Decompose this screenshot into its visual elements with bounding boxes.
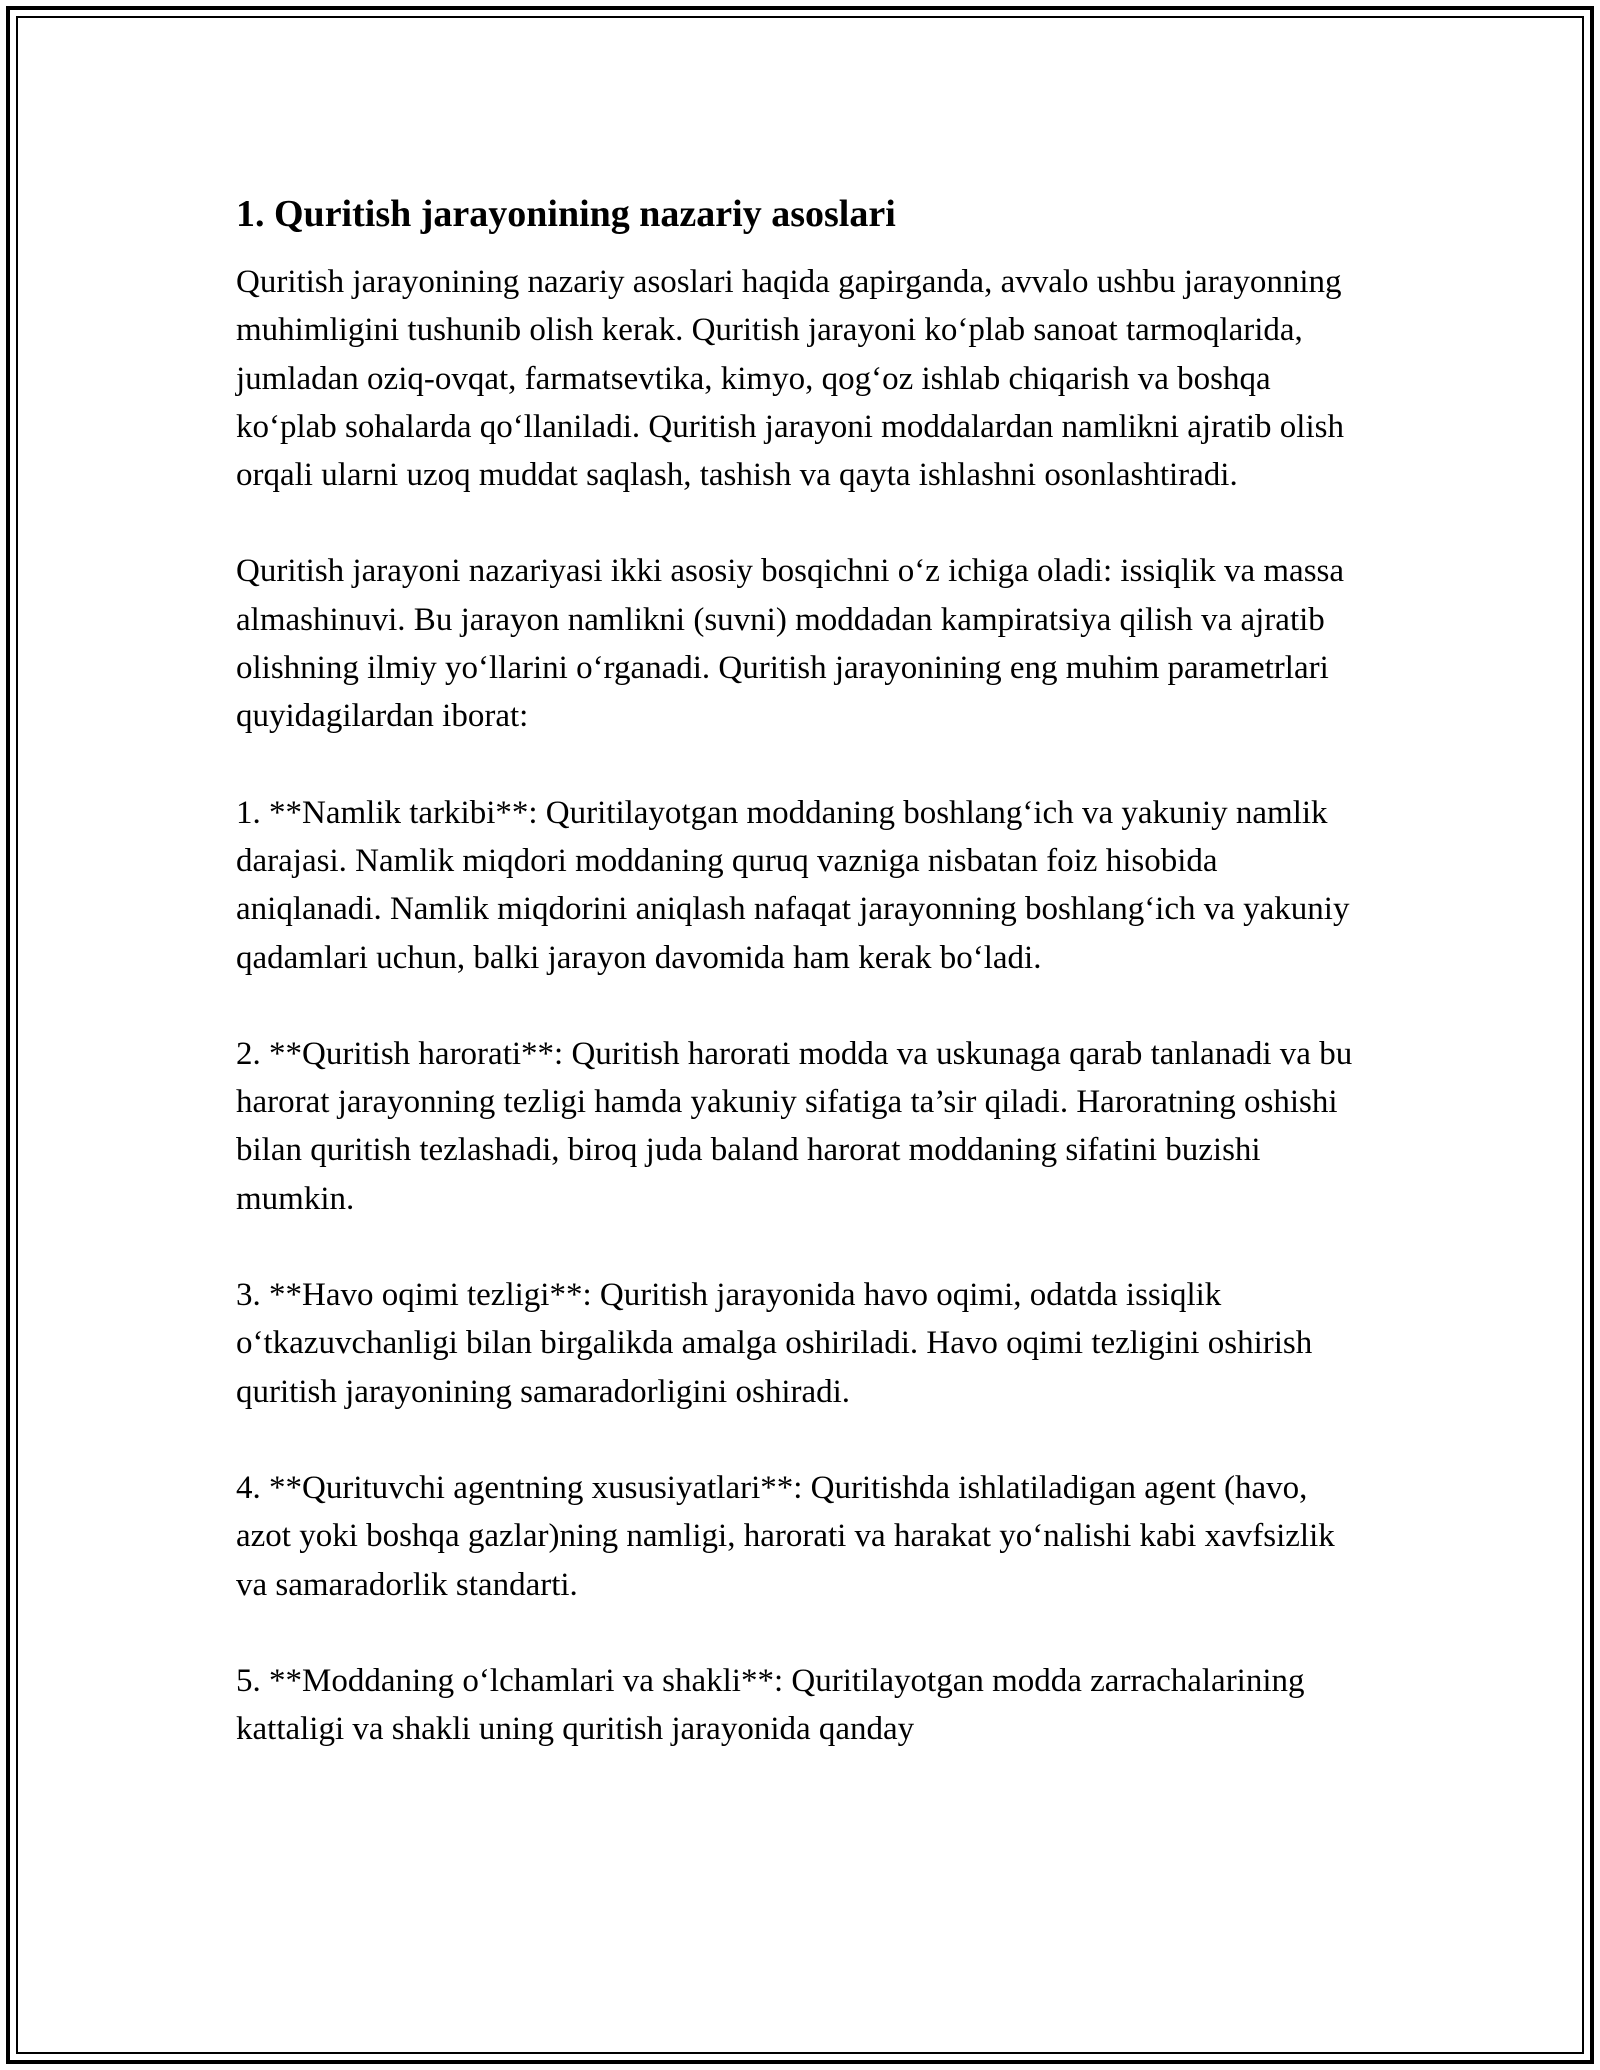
section-heading: 1. Quritish jarayonining nazariy asoslari (236, 193, 896, 235)
list-item-particle-size: 5. **Moddaning o‘lchamlari va shakli**: Quritilayotgan modda zarrachalarining kattaligi va shakli uning quritish jarayonida qanday (236, 1662, 1305, 1748)
list-item-airflow: 3. **Havo oqimi tezligi**: Quritish jarayonida havo oqimi, odatda issiqlik o‘tkazuvchanligi bilan birgalikda amalga oshiriladi. Havo oqimi tezligini oshirish quritish jarayonining samaradorligini oshiradi. (236, 1277, 1313, 1410)
paragraph-theory: Quritish jarayoni nazariyasi ikki asosiy bosqichni o‘z ichiga oladi: issiqlik va massa almashinuvi. Bu jarayon namlikni (suvni) moddadan kampiratsiya qilish va ajratib olishning ilmiy yo‘llarini o‘rganadi. Quritish jarayonining eng muhim parametrlari quyidagilardan iborat: (236, 553, 1345, 735)
paragraph-intro: Quritish jarayonining nazariy asoslari haqida gapirganda, avvalo ushbu jarayonning muhimligini tushunib olish kerak. Quritish jarayoni ko‘plab sanoat tarmoqlarida, jumladan oziq-ovqat, farmatsevtika, kimyo, qog‘oz ishlab chiqarish va boshqa ko‘plab sohalarda qo‘llaniladi. Quritish jarayoni moddalardan namlikni ajratib olish orqali ularni uzoq muddat saqlash, tashish va qayta ishlashni osonlashtiradi. (236, 264, 1344, 494)
list-item-temperature: 2. **Quritish harorati**: Quritish harorati modda va uskunaga qarab tanlanadi va bu harorat jarayonning tezligi hamda yakuniy sifatiga ta’sir qiladi. Haroratning oshishi bilan quritish tezlashadi, biroq juda baland harorat moddaning sifatini buzishi mumkin. (236, 1035, 1353, 1217)
list-item-moisture: 1. **Namlik tarkibi**: Quritilayotgan moddaning boshlang‘ich va yakuniy namlik darajasi. Namlik miqdori moddaning quruq vazniga nisbatan foiz hisobida aniqlanadi. Namlik miqdorini aniqlash nafaqat jarayonning boshlang‘ich va yakuniy qadamlari uchun, balki jarayon davomida ham kerak bo‘ladi. (236, 794, 1350, 976)
document-body (236, 190, 1366, 1801)
list-item-drying-agent: 4. **Qurituvchi agentning xususiyatlari**: Quritishda ishlatiladigan agent (havo, azot yoki boshqa gazlar)ning namligi, harorati va harakat yo‘nalishi kabi xavfsizlik va samaradorlik standarti. (236, 1469, 1335, 1603)
